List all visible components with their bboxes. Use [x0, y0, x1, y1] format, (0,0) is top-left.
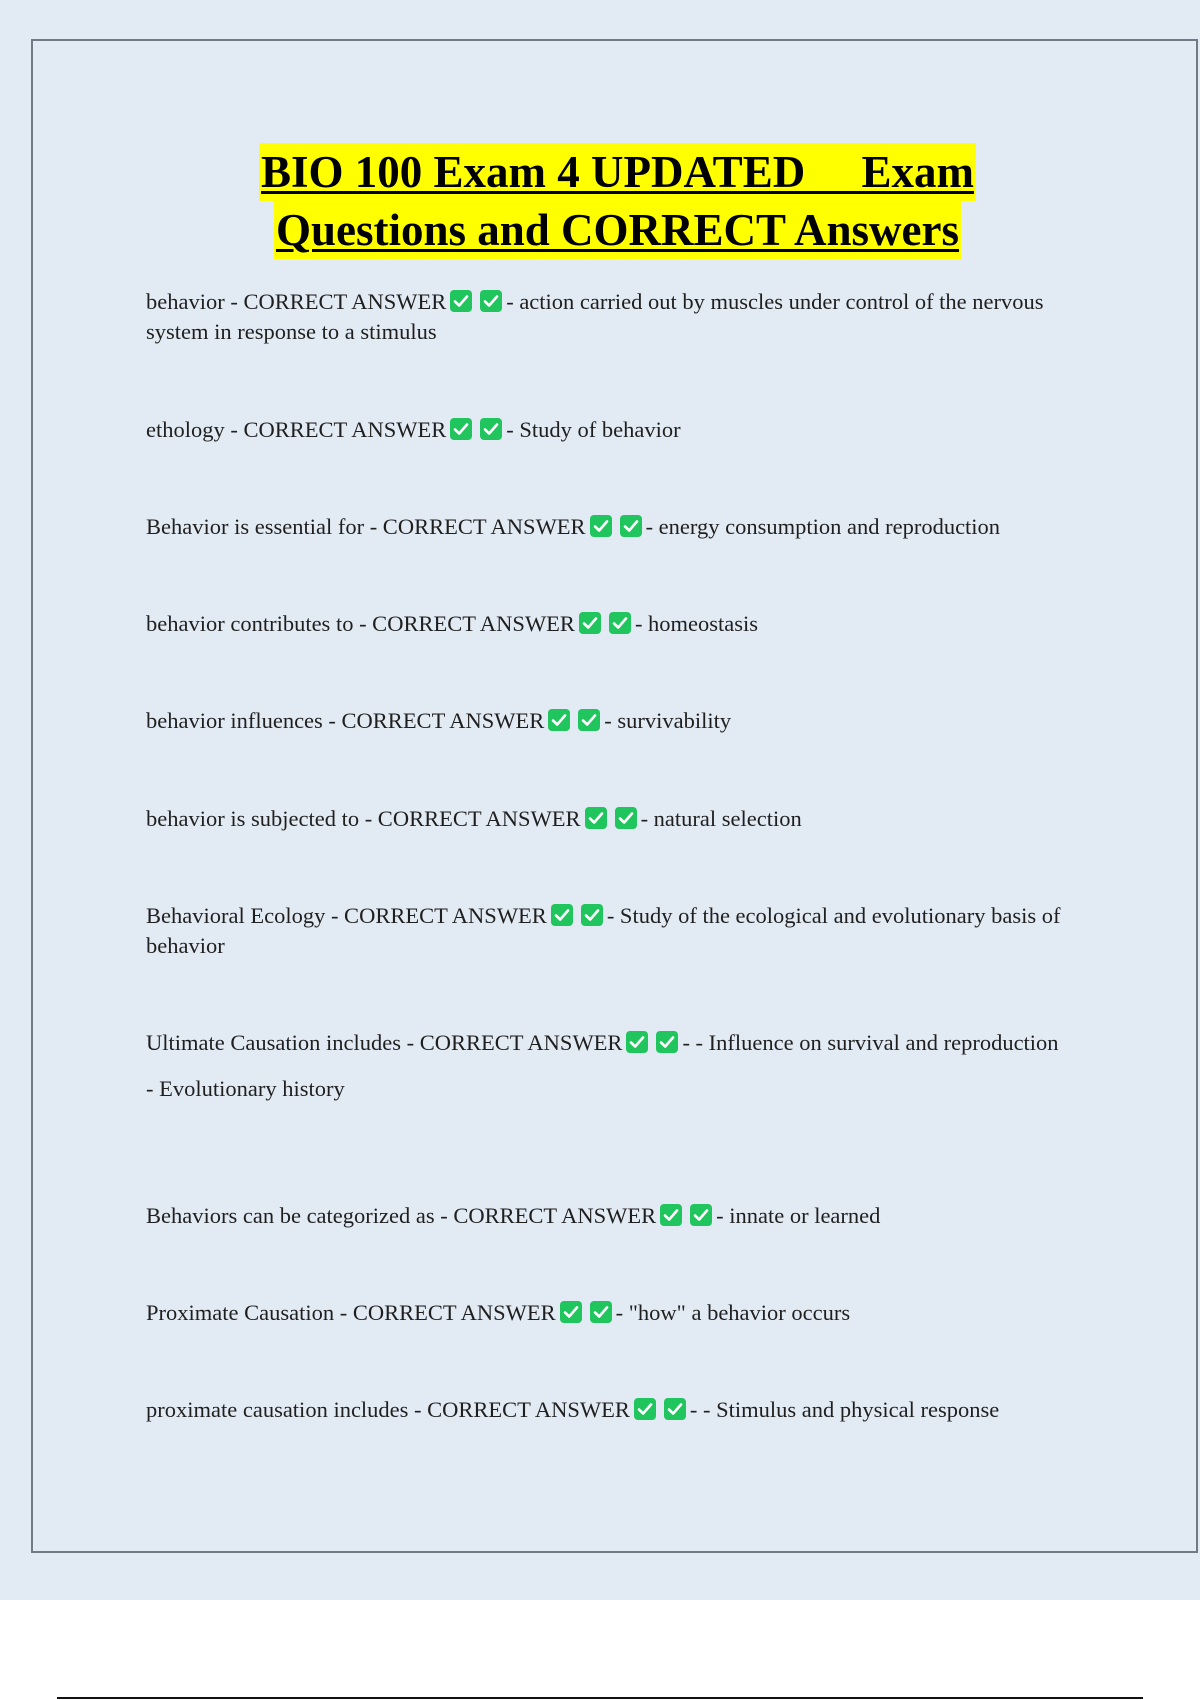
check-icon — [689, 1203, 713, 1227]
entry-term: Behavioral Ecology - CORRECT ANSWER — [146, 903, 547, 928]
entry-term: Behavior is essential for - CORRECT ANSWER — [146, 514, 586, 539]
document-title — [0, 143, 1200, 259]
qa-entry — [146, 804, 1076, 834]
entry-term: behavior - CORRECT ANSWER — [146, 289, 447, 314]
check-icon — [577, 708, 601, 732]
check-icon — [589, 1300, 613, 1324]
check-icon — [614, 806, 638, 830]
title-line-2: Questions and CORRECT Answers — [274, 201, 961, 259]
title-line-1: BIO 100 Exam 4 UPDATED Exam — [259, 143, 976, 201]
check-icon — [659, 1203, 683, 1227]
entry-definition: - action carried out by muscles under control of the nervous system in response to a stimulus — [146, 289, 1044, 344]
check-icon — [479, 417, 503, 441]
entry-term: Proximate Causation - CORRECT ANSWER — [146, 1300, 556, 1325]
entry-term: ethology - CORRECT ANSWER — [146, 417, 447, 442]
entry-definition: - Study of the ecological and evolutionary basis of behavior — [146, 903, 1061, 958]
entry-term: behavior is subjected to - CORRECT ANSWER — [146, 806, 581, 831]
footer-rule — [57, 1697, 1143, 1699]
qa-entry — [146, 901, 1076, 961]
check-icon — [663, 1397, 687, 1421]
qa-entry — [146, 512, 1076, 542]
check-icon — [619, 514, 643, 538]
entry-extra-line: - Evolutionary history — [146, 1076, 345, 1101]
check-icon — [550, 903, 574, 927]
entry-definition: - innate or learned — [716, 1203, 881, 1228]
check-icon — [559, 1300, 583, 1324]
qa-entry — [146, 706, 1076, 736]
qa-entry — [146, 1201, 1076, 1231]
check-icon — [578, 611, 602, 635]
check-icon — [580, 903, 604, 927]
entry-definition: - homeostasis — [634, 611, 759, 636]
qa-entry — [146, 609, 1076, 639]
entry-definition: - natural selection — [640, 806, 802, 831]
check-icon — [608, 611, 632, 635]
qa-entry — [146, 1028, 1076, 1104]
entry-term: Ultimate Causation includes - CORRECT ANSWER — [146, 1030, 623, 1055]
check-icon — [633, 1397, 657, 1421]
qa-entry — [146, 287, 1076, 347]
qa-entry — [146, 1298, 1076, 1328]
check-icon — [449, 417, 473, 441]
entry-term: behavior contributes to - CORRECT ANSWER — [146, 611, 575, 636]
check-icon — [479, 289, 503, 313]
qa-entry — [146, 415, 1076, 445]
qa-entry — [146, 1395, 1076, 1425]
check-icon — [625, 1030, 649, 1054]
entry-definition: - survivability — [604, 708, 732, 733]
entry-definition: - - Stimulus and physical response — [689, 1397, 1000, 1422]
entry-definition: - Study of behavior — [506, 417, 681, 442]
entry-definition: - "how" a behavior occurs — [615, 1300, 851, 1325]
entry-term: Behaviors can be categorized as - CORRECT ANSWER — [146, 1203, 657, 1228]
check-icon — [655, 1030, 679, 1054]
check-icon — [547, 708, 571, 732]
check-icon — [589, 514, 613, 538]
check-icon — [449, 289, 473, 313]
check-icon — [584, 806, 608, 830]
entry-definition: - energy consumption and reproduction — [645, 514, 1001, 539]
entry-definition: - - Influence on survival and reproduction — [682, 1030, 1059, 1055]
entry-term: behavior influences - CORRECT ANSWER — [146, 708, 545, 733]
entry-term: proximate causation includes - CORRECT ANSWER — [146, 1397, 630, 1422]
